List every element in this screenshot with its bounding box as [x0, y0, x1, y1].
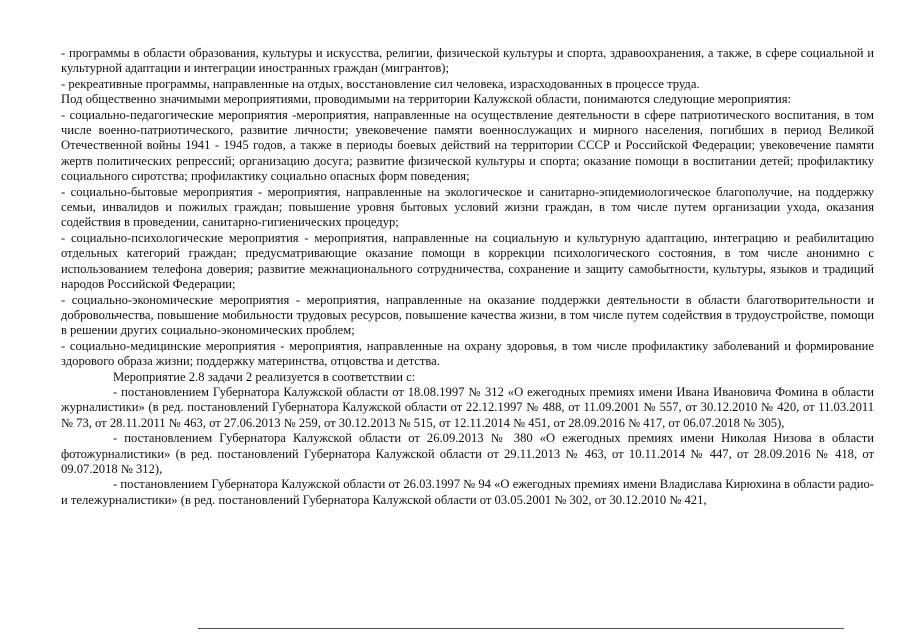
paragraph-education-programs: - программы в области образования, культуры и искусства, религии, физической культуры и спорта, здравоохранения, а также, в сфере социальной и культурной адаптации и интеграции иностранных граждан (мигрантов);	[61, 46, 874, 76]
paragraph-socio-medical: - социально-медицинские мероприятия - мероприятия, направленные на охрану здоровья, в том числе профилактику заболеваний и формирование здорового образа жизни; поддержку материнства, отцовства и детства.	[61, 338, 874, 369]
paragraph-socio-psychological: - социально-психологические мероприятия - мероприятия, направленные на социальную и культурную адаптацию, интеграцию и реабилитацию отдельных категорий граждан; предусматривающие оказание помощи в коррекции психологического состояния, в том числе анонимно с использованием телефона доверия; развитие межнационального сотрудничества, сохранение и защиту самобытности, культуры, языков и традиций народов Российской Федерации;	[61, 230, 874, 292]
paragraph-decree-380: - постановлением Губернатора Калужской области от 26.09.2013 № 380 «О ежегодных премиях имени Николая Низова в области фотожурналистики» (в ред. постановлений Губернатора Калужской области от 29.11.2013 № 463, от 10.11.2014 № 447, от 28.09.2016 № 418, от 09.07.2018 № 312),	[61, 431, 874, 476]
paragraph-socio-household: - социально-бытовые мероприятия - мероприятия, направленные на экологическое и санитарно-эпидемиологическое благополучие, на поддержку семьи, инвалидов и пожилых граждан; повышение уровня бытовых условий жизни граждан, в том числе путем организации ухода, оказания содействия в проведении, санитарно-гигиенических процедур;	[61, 184, 874, 230]
paragraph-decree-94: - постановлением Губернатора Калужской области от 26.03.1997 № 94 «О ежегодных премиях имени Владислава Кирюхина в области радио- и тележурналистики» (в ред. постановлений Губернатора Калужской области от 03.05.2001 № 302, от 30.12.2010 № 421,	[61, 477, 874, 507]
footer-divider	[198, 628, 844, 629]
paragraph-measure-2-8: Мероприятие 2.8 задачи 2 реализуется в соответствии с:	[113, 369, 416, 384]
paragraph-socio-economic: - социально-экономические мероприятия - мероприятия, направленные на оказание поддержки деятельности в области благотворительности и добровольчества, повышение мобильности трудовых ресурсов, повышение качества жизни, в том числе путем содействия в трудоустройстве, помощи в решении других социально-экономических проблем;	[61, 292, 874, 338]
paragraph-socio-pedagogical: - социально-педагогические мероприятия -мероприятия, направленные на осуществление деятельности в сфере патриотического воспитания, в том числе военно-патриотического, развитие личности; увековечение памяти военнослужащих и мирного населения, погибших в период Великой Отечественной войны 1941 - 1945 годов, а также в периоды боевых действий на территории СССР и Российской Федерации; увековечение памяти жертв политических репрессий; организацию досуга; развитие физической культуры и спорта; оказание помощи в воспитании детей; профилактику социального сиротства; профилактику социально опасных форм поведения;	[61, 107, 874, 184]
paragraph-decree-312: - постановлением Губернатора Калужской области от 18.08.1997 № 312 «О ежегодных премиях имени Ивана Ивановича Фомина в области журналистики» (в ред. постановлений Губернатора Калужской области от 22.12.1997 № 488, от 11.09.2001 № 557, от 30.12.2010 № 420, от 11.03.2011 № 73, от 28.11.2011 № 463, от 27.06.2013 № 259, от 30.12.2013 № 515, от 12.11.2014 № 451, от 28.09.2016 № 417, от 06.07.2018 № 305),	[61, 384, 874, 430]
paragraph-events-intro: Под общественно значимыми мероприятиями, проводимыми на территории Калужской области, понимаются следующие мероприятия:	[61, 92, 792, 107]
document-body	[61, 46, 874, 508]
paragraph-recreation-programs: - рекреативные программы, направленные на отдых, восстановление сил человека, израсходованных в процессе труда.	[61, 76, 700, 91]
